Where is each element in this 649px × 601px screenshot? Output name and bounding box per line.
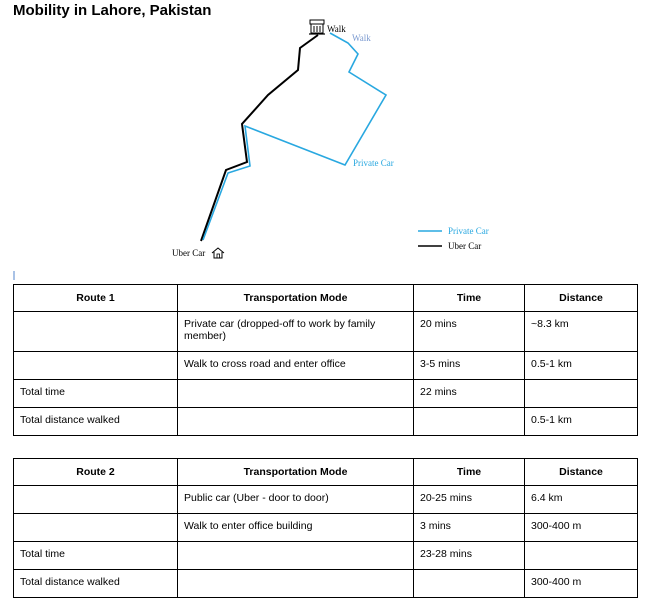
table-cell: [525, 380, 638, 408]
table-cell: [178, 542, 414, 570]
route2-header-mode: Transportation Mode: [178, 459, 414, 486]
table-row: [14, 514, 638, 542]
text-cursor: [13, 271, 15, 280]
route1-header-mode: Transportation Mode: [178, 285, 414, 312]
table-cell: [14, 486, 178, 514]
table-cell: 20-25 mins: [414, 486, 525, 514]
table-cell: 23-28 mins: [414, 542, 525, 570]
walk-label-blue: Walk: [352, 33, 371, 43]
table-cell: Walk to cross road and enter office: [178, 352, 414, 380]
table-cell: [414, 408, 525, 436]
route2-header-row: [14, 459, 638, 486]
table-cell: Private car (dropped-off to work by family member): [178, 312, 414, 352]
walk-label-black: Walk: [327, 24, 346, 34]
table-cell: [525, 542, 638, 570]
table-row: [14, 352, 638, 380]
table-cell: Total distance walked: [14, 570, 178, 598]
table-row: [14, 542, 638, 570]
home-icon: [212, 248, 224, 258]
route2-header-distance: Distance: [525, 459, 638, 486]
table-cell: [178, 570, 414, 598]
table-cell: ~8.3 km: [525, 312, 638, 352]
table-cell: [14, 514, 178, 542]
table-row: [14, 380, 638, 408]
page-title: Mobility in Lahore, Pakistan: [13, 2, 212, 19]
uber-car-route: [201, 35, 318, 241]
table-cell: [14, 312, 178, 352]
table-cell: 0.5-1 km: [525, 408, 638, 436]
office-building-icon: [309, 20, 325, 34]
table-cell: [178, 380, 414, 408]
table-row: [14, 408, 638, 436]
legend-uber-car-label: Uber Car: [448, 241, 482, 251]
table-row: [14, 570, 638, 598]
route1-header-distance: Distance: [525, 285, 638, 312]
table-cell: 0.5-1 km: [525, 352, 638, 380]
legend-private-car-label: Private Car: [448, 226, 489, 236]
table-cell: 6.4 km: [525, 486, 638, 514]
private-car-label: Private Car: [353, 158, 394, 168]
table-cell: 300-400 m: [525, 570, 638, 598]
route1-header-route: Route 1: [14, 285, 178, 312]
table-cell: [14, 352, 178, 380]
table-cell: Public car (Uber - door to door): [178, 486, 414, 514]
private-car-route: [203, 33, 386, 240]
table-cell: 300-400 m: [525, 514, 638, 542]
route2-header-route: Route 2: [14, 459, 178, 486]
route2-header-time: Time: [414, 459, 525, 486]
route1-header-time: Time: [414, 285, 525, 312]
table-row: [14, 486, 638, 514]
uber-car-label: Uber Car: [172, 248, 206, 258]
table-row: [14, 312, 638, 352]
table-cell: 3 mins: [414, 514, 525, 542]
table-cell: Walk to enter office building: [178, 514, 414, 542]
route2-table: [13, 458, 638, 598]
table-cell: 22 mins: [414, 380, 525, 408]
table-cell: 3-5 mins: [414, 352, 525, 380]
table-cell: 20 mins: [414, 312, 525, 352]
route1-table: [13, 284, 638, 436]
table-cell: [178, 408, 414, 436]
table-cell: [414, 570, 525, 598]
table-cell: Total time: [14, 542, 178, 570]
table-cell: Total time: [14, 380, 178, 408]
table-cell: Total distance walked: [14, 408, 178, 436]
route1-header-row: [14, 285, 638, 312]
route-map: [0, 0, 649, 270]
